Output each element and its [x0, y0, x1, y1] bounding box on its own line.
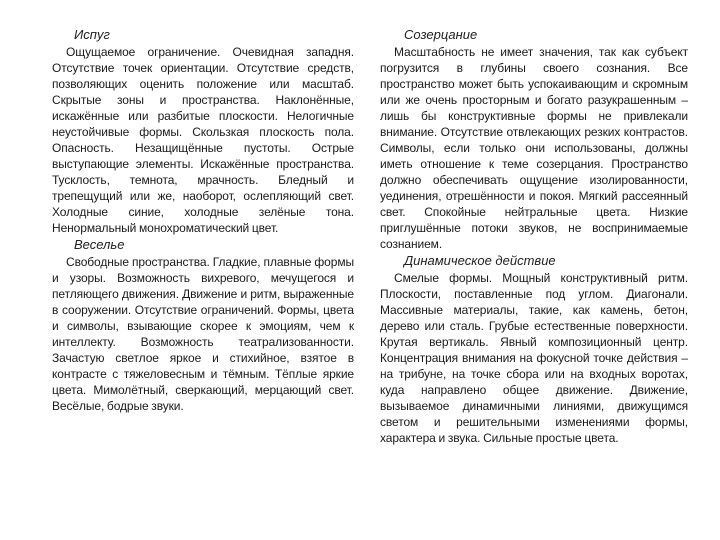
section-heading-contemplation: Созерцание [404, 27, 478, 42]
right-column [380, 27, 688, 447]
section-heading-dynamic-action: Динамическое действие [404, 253, 556, 268]
section-text-fear: Ощущаемое ограничение. Очевидная западня. Отсутствие точек ориентации. Отсутствие средств, позволяющих оценить положение или масштаб. Скрытые зоны и пространства. Наклонённые, искажённые или разбитые плоскости. Нелогичные неустойчивые формы. Скользкая плоскость пола. Опасность. Незащищённые пустоты. Острые выступающие элементы. Искажённые пространства. Тусклость, темнота, мрачность. Бледный и трепещущий или же, наоборот, ослепляющий свет. Холодные синие, холодные зелёные тона. Ненормальный монохроматический цвет. [52, 45, 354, 235]
section-text-contemplation: Масштабность не имеет значения, так как субъект погрузится в глубины своего сознания. Все пространство может быть успокаивающим и скромным или же очень просторным и богато разукрашенным – лишь бы конструктивные формы не привлекали внимание. Отсутствие отвлекающих резких контрастов. Символы, если только они использованы, должны иметь отношение к теме созерцания. Пространство должно обеспечивать ощущение изолированности, уединения, отрешённости и покоя. Мягкий рассеянный свет. Спокойные нейтральные цвета. Низкие приглушённые потоки звуков, не воспринимаемые сознанием. [380, 45, 688, 251]
left-column [52, 27, 354, 415]
section-text-joy: Свободные пространства. Гладкие, плавные формы и узоры. Возможность вихревого, мечущегося и петляющего движения. Движение и ритм, выраженные в сооружении. Отсутствие ограничений. Формы, цвета и символы, взывающие скорее к эмоциям, чем к интеллекту. Возможность театрализованности. Зачастую светлое яркое и стихийное, взятое в контрасте с тяжеловесным и тёмным. Тёплые яркие цвета. Мимолётный, сверкающий, мерцающий свет. Весёлые, бодрые звуки. [52, 255, 354, 413]
section-heading-joy: Веселье [74, 237, 125, 252]
section-heading-fear: Испуг [74, 27, 110, 42]
section-text-dynamic-action: Смелые формы. Мощный конструктивный ритм. Плоскости, поставленные под углом. Диагонали. Массивные материалы, такие, как камень, бетон, дерево или сталь. Грубые естественные поверхности. Крутая вертикаль. Явный композиционный центр. Концентрация внимания на фокусной точке действия – на трибуне, на точке сбора или на входных воротах, куда направлено общее движение. Движение, вызываемое динамичными линиями, движущимся светом и решительными изменениями формы, характера и звука. Сильные простые цвета. [380, 271, 688, 445]
